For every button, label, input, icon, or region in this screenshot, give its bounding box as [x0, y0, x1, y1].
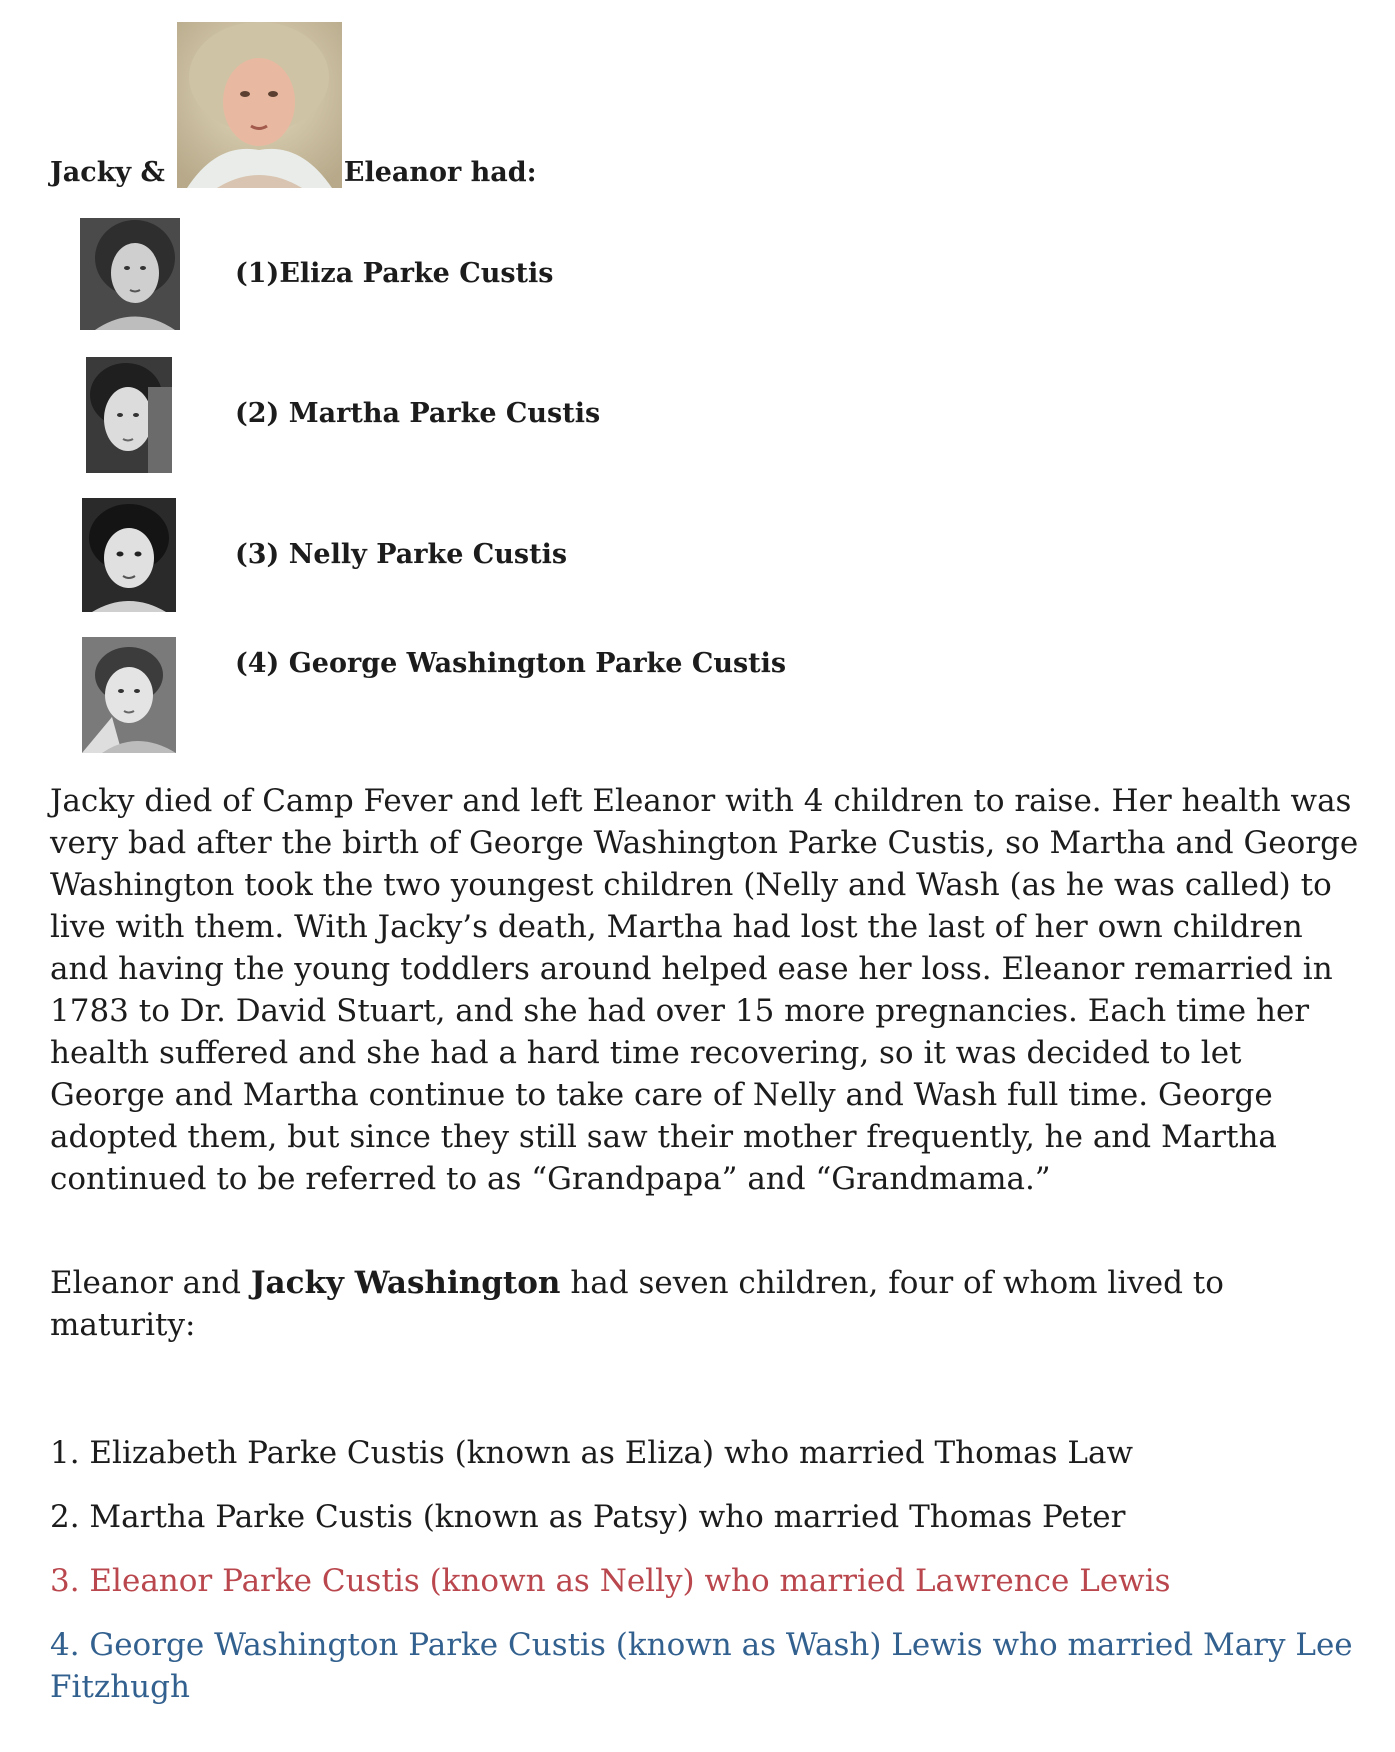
list-item-3: 3. Eleanor Parke Custis (known as Nelly) who married Lawrence Lewis [50, 1563, 1171, 1599]
heading-right: Eleanor had: [343, 157, 537, 188]
martha-portrait-icon [86, 357, 172, 473]
child-label-2: (2) Martha Parke Custis [235, 398, 601, 429]
child-label-1: (1)Eliza Parke Custis [235, 258, 554, 289]
paragraph-2-after: had seven children, four of whom lived to maturity: [50, 1265, 1224, 1343]
child-portrait-row-2 [86, 357, 172, 473]
george-portrait-icon [82, 637, 176, 753]
child-label-3: (3) Nelly Parke Custis [235, 539, 568, 570]
list-item-4: 4. George Washington Parke Custis (known as Wash) Lewis who married Mary Lee Fitzhugh [50, 1627, 1353, 1705]
heading-left: Jacky & [50, 157, 165, 188]
list-item-2: 2. Martha Parke Custis (known as Patsy) who married Thomas Peter [50, 1499, 1126, 1535]
nelly-portrait-icon [82, 498, 176, 612]
child-portrait-row-1 [80, 218, 180, 330]
list-item-1: 1. Elizabeth Parke Custis (known as Eliza) who married Thomas Law [50, 1435, 1134, 1471]
child-portrait-row-3 [82, 498, 176, 612]
eleanor-portrait-icon [177, 22, 342, 188]
heading [50, 20, 537, 190]
eliza-portrait-icon [80, 218, 180, 330]
child-label-4: (4) George Washington Parke Custis [235, 648, 787, 679]
paragraph-2 [50, 1262, 1360, 1346]
paragraph-2-before: Eleanor and [50, 1265, 251, 1301]
child-portrait-row-4 [82, 637, 176, 753]
paragraph-2-bold: Jacky Washington [250, 1265, 561, 1301]
paragraph-1: Jacky died of Camp Fever and left Eleanor with 4 children to raise. Her health was very bad after the birth of George Washington Parke Custis, so Martha and George Washington took the two youngest children (Nelly and Wash (as he was called) to live with them. With Jacky’s death, Martha had lost the last of her own children and having the young toddlers around helped ease her loss. Eleanor remarried in 1783 to Dr. David Stuart, and she had over 15 more pregnancies. Each time her health suffered and she had a hard time recovering, so it was decided to let George and Martha continue to take care of Nelly and Wash full time. George adopted them, but since they still saw their mother frequently, he and Martha continued to be referred to as “Grandpapa” and “Grandmama.” [50, 783, 1359, 1197]
